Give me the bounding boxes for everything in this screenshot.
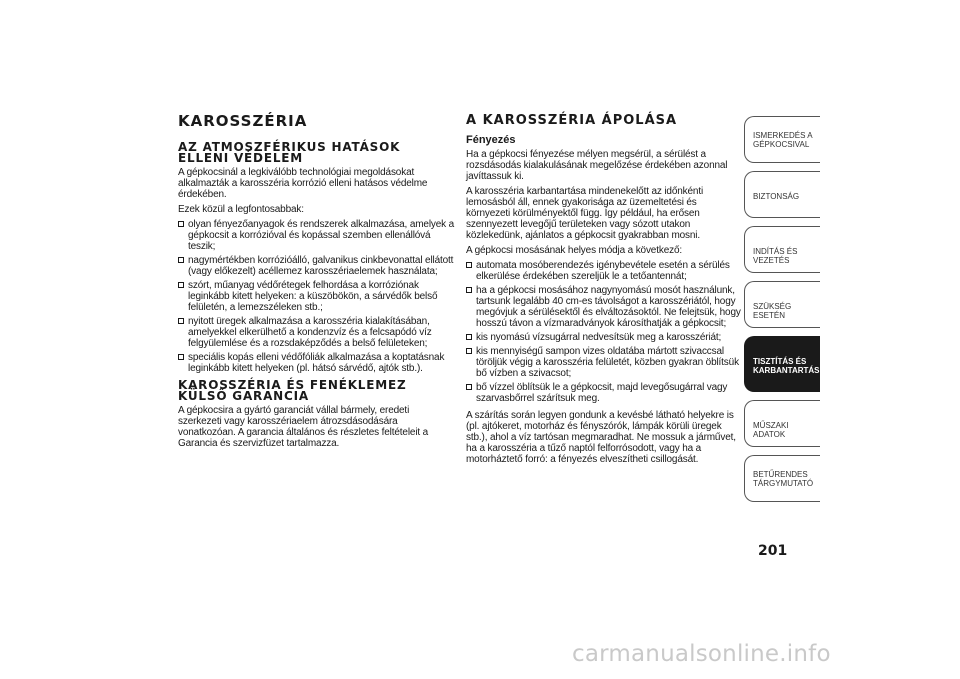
paragraph: Ha a gépkocsi fényezése mélyen megsérül, a sérülést a rozsdásodás kialakulásának megelőzése érdekében azonnal javíttassuk ki. <box>466 149 728 182</box>
right-column <box>466 112 742 469</box>
tab-emergency[interactable]: SZÜKSÉG ESETÉN <box>744 281 820 328</box>
page-number: 201 <box>758 543 788 559</box>
checkbox-bullet-icon <box>178 282 184 288</box>
tab-safety[interactable]: BIZTONSÁG <box>744 171 820 218</box>
paragraph: A gépkocsinál a legkiválóbb technológiai megoldásokat alkalmazták a karosszéria korrózió elleni hatásos védelme érdekében. <box>178 167 428 200</box>
checkbox-bullet-icon <box>178 221 184 227</box>
list-item: kis nyomású vízsugárral nedvesítsük meg a karosszériát; <box>466 332 742 343</box>
tab-starting-driving[interactable]: INDÍTÁS ÉS VEZETÉS <box>744 226 820 273</box>
section-title-care: A KAROSSZÉRIA ÁPOLÁSA <box>466 113 678 128</box>
checkbox-bullet-icon <box>178 354 184 360</box>
tab-cleaning-maintenance[interactable]: TISZTÍTÁS ÉS KARBANTARTÁS <box>744 336 820 392</box>
page-title: KAROSSZÉRIA <box>178 112 308 130</box>
paragraph: A szárítás során legyen gondunk a kevésbé látható helyekre is (pl. ajtókeret, motorház és fényszórók, lámpák körüli üregek stb.), ahol a víz tartósan megmaradhat. Ne mossuk a járművet, ha a karosszéria a tűző naptól felforrósodott, vagy ha a motorháztető forró: a fényezés elveszítheti csillogását. <box>466 410 736 465</box>
list-item: speciális kopás elleni védőfóliák alkalmazása a koptatásnak leginkább kitett helyeken (pl. hátsó sárvédő, ajtók stb.). <box>178 352 455 374</box>
list-item: olyan fényezőanyagok és rendszerek alkalmazása, amelyek a gépkocsit a korrózióval és kopással szemben ellenállóvá teszik; <box>178 219 455 252</box>
checkbox-bullet-icon <box>466 262 472 268</box>
paragraph: A gépkocsi mosásának helyes módja a következő: <box>466 245 683 256</box>
paragraph: Ezek közül a legfontosabbak: <box>178 204 304 215</box>
paragraph: A karosszéria karbantartása mindenekelőtt az időnkénti lemosásból áll, ennek gyakorisága az üzemeltetési és környezeti körülményektől függ. Így például, ha erősen szennyezett levegőjű területeken vagy sózott utakon közlekedünk, ajánlatos a gépkocsit gyakrabban mosni. <box>466 186 704 241</box>
tab-technical-data[interactable]: MŰSZAKI ADATOK <box>744 400 820 447</box>
tab-getting-to-know[interactable]: ISMERKEDÉS A GÉPKOCSIVAL <box>744 116 820 163</box>
subheading-paint: Fényezés <box>466 134 516 146</box>
list-item: ha a gépkocsi mosásához nagynyomású mosót használunk, tartsunk legalább 40 cm-es távolságot a karosszériától, hogy megóvjuk a sérülésektől és elváltozásoktól. Ne felejtsük, hogy hosszú távon a vízmaradványok károsíthatják a gépkocsit; <box>466 285 742 329</box>
list-item: nyitott üregek alkalmazása a karosszéria kialakításában, amelyekkel elkerülhető a kondenzvíz és a felcsapódó víz felgyülemlése és a rozsdaképződés a belső felületeken; <box>178 316 455 349</box>
section-heading-atmospheric: AZ ATMOSZFÉRIKUS HATÁSOK ELLENI VÉDELEM <box>178 140 401 165</box>
checkbox-bullet-icon <box>178 318 184 324</box>
list-item: bő vízzel öblítsük le a gépkocsit, majd levegősugárral vagy szarvasbőrrel szárítsuk meg. <box>466 382 742 404</box>
list-item: kis mennyiségű sampon vizes oldatába mártott szivaccsal töröljük végig a karosszéria felületét, közben gyakran öblítsük bő vízben a szivacsot; <box>466 346 742 379</box>
protection-list <box>178 219 455 374</box>
checkbox-bullet-icon <box>466 348 472 354</box>
checkbox-bullet-icon <box>178 257 184 263</box>
watermark: carmanualsonline.info <box>572 641 831 667</box>
list-item: szórt, műanyag védőrétegek felhordása a korróziónak leginkább kitett helyeken: a küszöbökön, a sárvédők belső felületén, a lemezszéleken stb.; <box>178 280 455 313</box>
paragraph: A gépkocsira a gyártó garanciát vállal bármely, eredeti szerkezeti vagy karosszériaelem átrozsdásodására vonatkozóan. A garancia általános és részletes feltételeit a Garancia és szervizfüzet tartalmazza. <box>178 405 429 449</box>
tab-index[interactable]: BETŰRENDES TÁRGYMUTATÓ <box>744 455 820 502</box>
chapter-tabs <box>744 116 820 510</box>
checkbox-bullet-icon <box>466 287 472 293</box>
list-item: nagymértékben korrózióálló, galvanikus cinkbevonattal ellátott (vagy előkezelt) acéllemez karosszériaelemek használata; <box>178 255 455 277</box>
washing-steps-list <box>466 260 742 404</box>
checkbox-bullet-icon <box>466 384 472 390</box>
section-heading-warranty: KAROSSZÉRIA ÉS FENÉKLEMEZ KÜLSŐ GARANCIA <box>178 378 407 403</box>
left-column <box>178 112 455 453</box>
list-item: automata mosóberendezés igénybevétele esetén a sérülés elkerülése érdekében szereljük le a tetőantennát; <box>466 260 742 282</box>
checkbox-bullet-icon <box>466 334 472 340</box>
